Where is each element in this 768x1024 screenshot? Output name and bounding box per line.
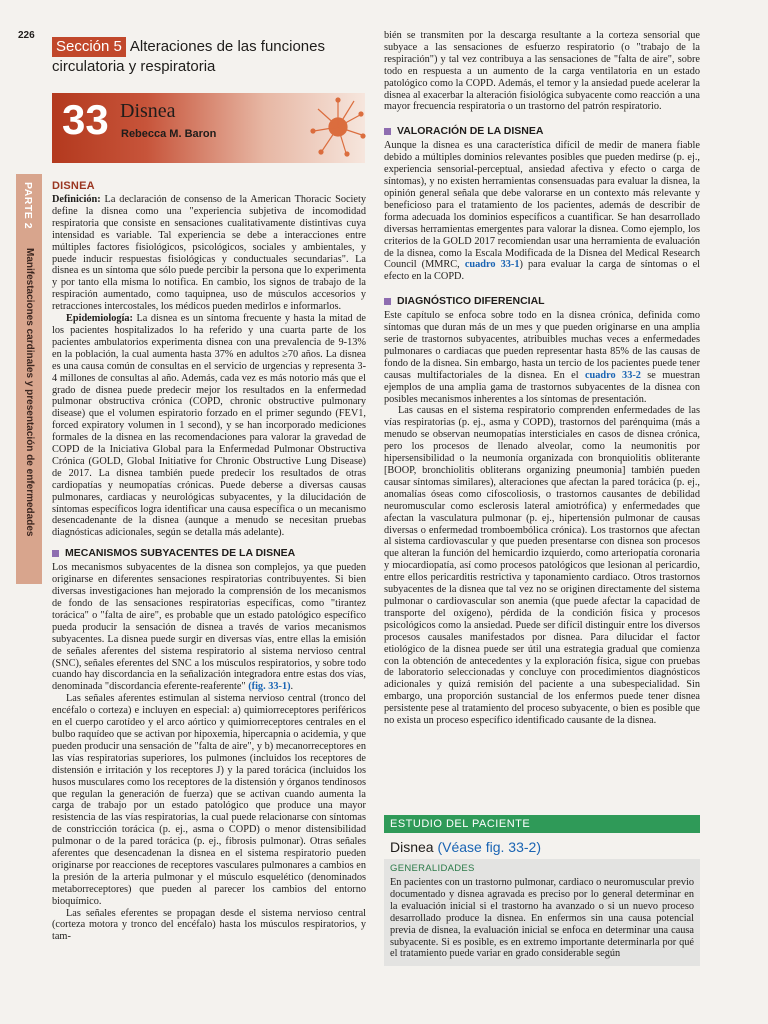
- diagnosis-heading: [384, 295, 700, 307]
- bullet-square-icon: [384, 128, 391, 135]
- left-column: [52, 180, 366, 943]
- diagnosis-paragraph-2: Las causas en el sistema respiratorio comprenden enfermedades de las vías respiratorias (p. ej., asma y COPD), trastornos del parénquima (más a menudo se observan neumopatías intersticiales en casos de disnea crónica, pero los procesos de llenado alveolar, como la neumonitis por hipersensibilidad o la neumonía organizada con bronquiolitis obliterante [BOOP, bronchiolitis obliterans organizing pneumonia] también pueden causar síntomas similares), alteraciones que afectan la pared torácica (p. ej., anomalías óseas como cifoscoliosis, o trastornos causantes de debilidad neuromuscular como esclerosis lateral amiotrófica) y enfermedades que afectan la vasculatura pulmonar (p. ej., hipertensión pulmonar de causas diversas o enfermedad tromboembólica crónica). Los trastornos que afectan al sistema cardiovascular y que pueden presentarse con disnea son procesos que alteran la función del hemicardio izquierdo, como arteriopatía coronaria y miocardiopatía, así como procesos patológicos que lesionan al pericardio, entre ellos pericarditis restrictiva y taponamiento cardiaco. Otros trastornos subyacentes de la disnea que tal vez no se originen directamente del sistema pulmonar o cardiovascular son anemia (que puede afectar la capacidad de transporte del oxígeno), pérdida de la condición física y procesos psicológicos como la ansiedad. Puede ser difícil distinguir entre los diversos procesos causales manifestados por disnea. Para dilucidar el factor etiológico de la disnea puede ser útil una estrategia gradual que comienza con la obtención de antecedentes y la exploración física, sigue con pruebas de laboratorio seleccionadas y concluye con procedimientos diagnósticos adicionales y quizá remisión del paciente a una subespecialidad. Sin embargo, una proporción sustancial de los enfermos puede tener disnea persistente pese al tratamiento del proceso subyacente, o bien es posible que no exista un proceso específico identificado causante de la disnea.: [384, 405, 700, 727]
- bullet-square-icon: [384, 298, 391, 305]
- fig-33-1-link[interactable]: (fig. 33-1): [248, 681, 291, 693]
- diagnosis-heading-text: DIAGNÓSTICO DIFERENCIAL: [397, 295, 545, 308]
- definition-lead: Definición:: [52, 194, 101, 205]
- patient-study-box: [384, 815, 700, 966]
- patient-study-subtitle-text: Disnea: [390, 839, 434, 855]
- epidemiology-lead: Epidemiología:: [66, 313, 133, 325]
- valuation-heading-text: VALORACIÓN DE LA DISNEA: [397, 125, 544, 138]
- generalities-panel: [384, 859, 700, 966]
- mechanisms-text-1: Los mecanismos subyacentes de la disnea son complejos, ya que pueden originarse en diferentes sensaciones respiratorias contribuyentes. Si bien diversas investigaciones han mejorado la comprensión de los mecanismos de fondo de las sensaciones respiratorias específicas, como "tirantez torácica" o "falta de aire", es probable que un estado patológico específico pueda producir la sensación de disnea a través de varios mecanismos subyacentes. La disnea puede surgir en diversas vías, entre ellas la emisión de señales aferentes del sistema respiratorio al sistema nervioso central (SNC), señales eferentes del SNC a los músculos respiratorios, y sobre todo cuando hay discordancia en la señalización integradora entre estas dos vías, denominada "discordancia eferente-reaferente": [52, 562, 366, 693]
- cuadro-33-2-link[interactable]: cuadro 33-2: [584, 369, 641, 381]
- right-column: [384, 30, 700, 727]
- chapter-author: Rebecca M. Baron: [121, 128, 217, 140]
- fig-33-2-link[interactable]: (Véase fig. 33-2): [437, 839, 541, 855]
- diagnosis-text-1-end: se muestran ejemplos de una amplia gama de trastornos subyacentes de la disnea con posibles mecanismos inherentes a los síntomas de presentación.: [384, 369, 700, 405]
- page-number: 226: [18, 30, 35, 41]
- valuation-heading: [384, 125, 700, 137]
- section-header: [52, 37, 352, 77]
- chapter-number: 33: [62, 96, 109, 143]
- mechanisms-heading: [52, 547, 366, 559]
- continuation-paragraph: bién se transmiten por la descarga resultante a la corteza sensorial que subyace a las sensaciones de esfuerzo respiratorio (o "trabajo de la respiración") y tal vez contribuya a las sensaciones de "falta de aire", sobre todo en respuesta a un aumento de la carga ventilatoria en un estado patológico como la COPD. Además, el temor y la ansiedad puede acelerar la disnea al exacerbar la alteración fisiológica subyacente como reacción a una mayor frecuencia respiratoria o un trastorno del patrón respiratorio.: [384, 30, 700, 113]
- diagnosis-text-1: Este capítulo se enfoca sobre todo en la disnea crónica, definida como síntomas que duran más de un mes y que pueden originarse en una amplia serie de trastornos subyacentes, atribuibles muchas veces a enfermedades pulmonares o cardiacas que pueden representar hasta 85% de las causas de fondo de la disnea. Sin embargo, hasta un tercio de los pacientes puede tener causas multifactoriales de la disnea. En el: [384, 310, 700, 381]
- patient-study-bar: ESTUDIO DEL PACIENTE: [384, 815, 700, 833]
- chapter-title: Disnea: [120, 100, 176, 122]
- section-title: Alteraciones de las funciones circulatoria y respiratoria: [52, 38, 325, 75]
- mechanisms-paragraph-1: Los mecanismos subyacentes de la disnea son complejos, ya que pueden originarse en diferentes sensaciones respiratorias contribuyentes. Si bien diversas investigaciones han mejorado la comprensión de los mecanismos de fondo de las sensaciones respiratorias específicas, como "tirantez torácica" o "falta de aire", es probable que un estado patológico específico pueda producir la sensación de disnea a través de varios mecanismos subyacentes. La disnea puede surgir en diversas vías, entre ellas la emisión de señales aferentes del sistema respiratorio al sistema nervioso central (SNC), señales eferentes del SNC a los músculos respiratorios, y sobre todo cuando hay discordancia en la señalización integradora entre estas dos vías, denominada "discordancia eferente-reaferente" (fig. 33-1).: [52, 562, 366, 693]
- epidemiology-paragraph: [52, 313, 366, 539]
- valuation-paragraph: [384, 140, 700, 283]
- generalities-body: En pacientes con un trastorno pulmonar, cardiaco o neuromuscular previo documentado y disnea agravada es preciso por lo general determinar en la evaluación inicial si el trastorno ha avanzado o si un nuevo proceso desarrollado produce la disnea. En enfermos sin una causa potencial previa de disnea, la evaluación inicial se enfoca en determinar una causa subyacente. Si es posible, es en extremo importante determinarla por qué el tratamiento puede variar en grado considerable según: [390, 877, 694, 960]
- part-subtitle: Manifestaciones cardinales y presentación de enfermedades: [24, 248, 35, 537]
- definition-paragraph: [52, 194, 366, 313]
- valuation-text-end: ) para evaluar la carga de síntomas o el efecto en la COPD.: [384, 259, 700, 283]
- mechanisms-paragraph-2: Las señales aferentes estimulan al sistema nervioso central (tronco del encéfalo o corteza) e incluyen en especial: a) quimiorreceptores periféricos en el cuerpo carotídeo y el arco aórtico y quimiorreceptores centrales en el bulbo raquídeo que se activan por hipoxemia, hipercapnia o acidemia, y que pueden producir una sensación de "falta de aire", y b) mecanorreceptores en las vías respiratorias superiores, los pulmones (incluidos los receptores de distensión e irritación y los receptores J) y la pared torácica (incluidos los husos musculares como los receptores de la distensión y órganos tendinosos que regulan la generación de fuerza) que se activan cuando aumenta la carga de trabajo por un estado patológico que produce una mayor resistencia de las vías respiratorias, la cual puede relacionarse con síntomas de constricción torácica (p. ej., asma o COPD) o menor distensibilidad pulmonar o de la pared torácica (p. ej., fibrosis pulmonar). Otras señales aferentes que desencadenan la disnea en el sistema respiratorio pueden originarse por reacciones de receptores vasculares pulmonares a cambios en la presión de la arteria pulmonar y el músculo esquelético (denominados metaborreceptores) que pueden al parecer los cambios del entorno bioquímico.: [52, 693, 366, 907]
- cuadro-33-1-link[interactable]: cuadro 33-1: [464, 259, 520, 271]
- bullet-square-icon: [52, 550, 59, 557]
- definition-text: La declaración de consenso de la American Thoracic Society define la disnea como una "experiencia subjetiva de incomodidad respiratoria que consiste en sensaciones cualitativamente distintivas cuya intensidad es variable. Tal experiencia se debe a interacciones entre múltiples factores fisiológicos, psicológicos, sociales y ambientales, y puede inducir respuestas fisiológicas y conductuales secundarias". La disnea es un síntoma que sólo puede percibir la persona que lo experimenta y por tanto ella misma lo notifica. En cambio, los signos de trabajo de la respiración aumentado, como taquipnea, uso de músculos accesorios y retracciones intercostales, los médicos pueden medirlos e informarlos.: [52, 194, 366, 313]
- epidemiology-text: La disnea es un síntoma frecuente y hasta la mitad de los pacientes hospitalizados lo ha referido y una cuarta parte de los pacientes ambulatorios experimenta disnea con una prevalencia de 9-13% en la población, la cual aumenta hasta 37% en adultos ≥70 años. La disnea es una causa común de consultas en el servicio de urgencias y representa 3-4 millones de consultas al año. Además, cada vez es más notorio más que el grado de disnea puede predecir mejor los resultados en la enfermedad pulmonar obstructiva crónica (COPD, chronic obstructive pulmonary disease) que el volumen espiratorio forzado en el primer segundo (FEV1, forced expiratory volumen in 1 second), y se han incorporado mediciones formales de la disnea en las recomendaciones para valorar la gravedad de COPD de la Iniciativa Global para la Enfermedad Pulmonar Obstructiva Crónica (GOLD, Global Initiative for Chronic Obstructive Lung Disease) de 2017. La disnea también puede predecir los resultados de otras cardiopatías y neumopatías crónicas. Puede deberse a diversas causas pulmonares, cardiacas y neurológicas subyacentes, y la dilucidación de síntomas específicos logra identificar una causa específica o un mecanismo desencadenante de la disnea (aunque a menudo se necesitan pruebas diagnósticas adicionales, según se detalla más adelante).: [52, 313, 366, 539]
- mechanisms-paragraph-3: Las señales eferentes se propagan desde el sistema nervioso central (corteza motora y tronco del encéfalo) hasta los músculos respiratorios, y tam-: [52, 907, 366, 943]
- mechanisms-heading-text: MECANISMOS SUBYACENTES DE LA DISNEA: [65, 547, 296, 560]
- section-label: Sección 5: [52, 37, 126, 57]
- splat-graphic: [300, 93, 370, 163]
- part-label: PARTE 2: [22, 182, 34, 230]
- heading-disnea: DISNEA: [52, 180, 95, 192]
- diagnosis-paragraph-1: [384, 310, 700, 405]
- valuation-text: Aunque la disnea es una característica difícil de medir de manera fiable debido a múltiples dominios relevantes posibles que pueden medirse (p. ej., experiencia sensorial-perceptual, ansiedad afectiva y efecto o carga de síntomas), y no existen herramientas consensuadas para evaluar la disnea, la opinión general señala que debe valorarse en un contexto más relevante y beneficioso para el tratamiento de los pacientes, además de describir de forma adecuada los dominios específicos a cuantificar. Se han desarrollado diversas herramientas emergentes para valorar la disnea. Como ejemplo, los criterios de la GOLD 2017 recomiendan usar una herramienta de evaluación de la disnea, como la Escala Modificada de la Disnea del Medical Research Council (MMRC,: [384, 140, 700, 271]
- patient-study-subtitle: [390, 839, 700, 855]
- generalities-heading: GENERALIDADES: [390, 863, 475, 874]
